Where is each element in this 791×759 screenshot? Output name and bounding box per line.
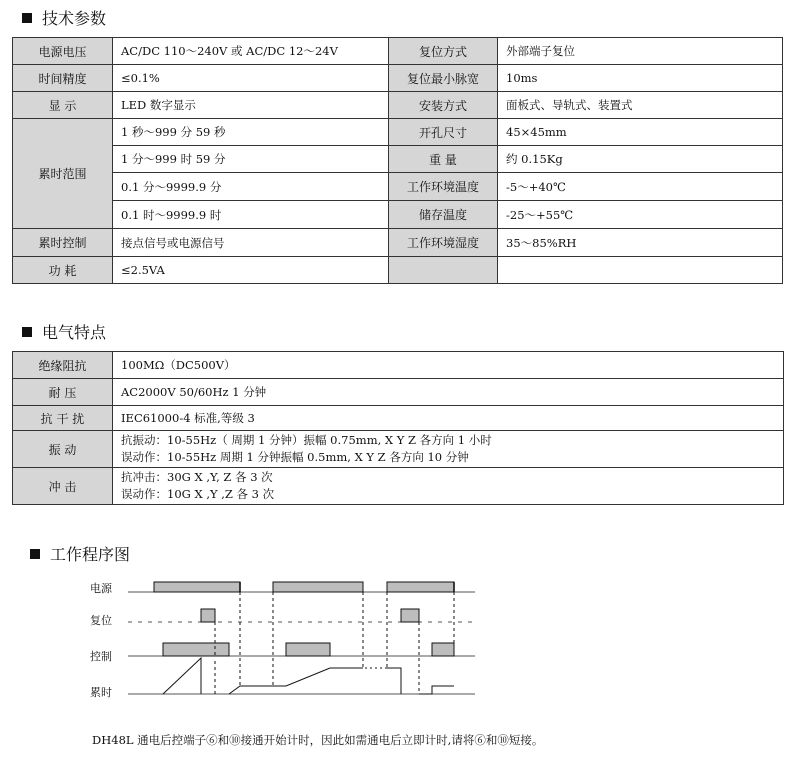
electrical-table: [12, 351, 784, 505]
value-cell: 1 分～999 时 59 分: [113, 146, 389, 173]
label-cell: [389, 257, 498, 284]
accum-hold: [229, 686, 273, 694]
value-cell: 1 秒～999 分 59 秒: [113, 119, 389, 146]
table-row: [13, 229, 783, 257]
table-row: [13, 257, 783, 284]
value-line: 抗振动：10-55Hz（ 周期 1 分钟）振幅 0.75mm, X Y Z 各方向 1 小时: [121, 433, 492, 447]
value-cell: AC2000V 50/60Hz 1 分钟: [113, 379, 784, 406]
control-pulse: [286, 643, 330, 656]
label-cell: 显 示: [13, 92, 113, 119]
value-cell: AC/DC 110～240V 或 AC/DC 12～24V: [113, 38, 389, 65]
value-cell: [113, 431, 784, 468]
value-line: 抗冲击：30G X ,Y, Z 各 3 次: [121, 470, 273, 484]
signal-label-accum: 累时: [90, 686, 112, 699]
value-line: 误动作：10G X ,Y ,Z 各 3 次: [121, 487, 275, 501]
section-title-electrical: 电气特点: [22, 320, 106, 343]
accum-ramp: [163, 658, 201, 694]
value-cell: [498, 257, 783, 284]
table-row: [13, 406, 784, 431]
square-bullet-icon: [22, 327, 32, 337]
power-pulse: [273, 582, 363, 592]
footnote: DH48L 通电后控端子⑥和⑩接通开始计时，因此如需通电后立即计时,请将⑥和⑩短接。: [92, 733, 544, 747]
table-row: [13, 201, 783, 229]
timing-diagram: [90, 570, 490, 710]
label-cell: 工作环境湿度: [389, 229, 498, 257]
table-row: [13, 431, 784, 468]
value-cell: [113, 468, 784, 505]
label-cell: 冲 击: [13, 468, 113, 505]
table-row: [13, 92, 783, 119]
accum-ramp: [419, 686, 454, 694]
value-cell: IEC61000-4 标准,等级 3: [113, 406, 784, 431]
label-cell: 耐 压: [13, 379, 113, 406]
value-cell: 约 0.15Kg: [498, 146, 783, 173]
signal-label-control: 控制: [90, 650, 112, 663]
label-cell: 复位方式: [389, 38, 498, 65]
accum-ramp: [273, 668, 363, 686]
label-cell: 复位最小脉宽: [389, 65, 498, 92]
square-bullet-icon: [22, 13, 32, 23]
control-pulse: [432, 643, 454, 656]
value-cell: ≤0.1%: [113, 65, 389, 92]
table-row: [13, 173, 783, 201]
power-pulse: [387, 582, 454, 592]
value-cell: 35～85%RH: [498, 229, 783, 257]
square-bullet-icon: [30, 549, 40, 559]
value-cell: -25～+55℃: [498, 201, 783, 229]
value-cell: LED 数字显示: [113, 92, 389, 119]
value-cell: 100MΩ（DC500V）: [113, 352, 784, 379]
value-cell: 0.1 分～9999.9 分: [113, 173, 389, 201]
signal-label-power: 电源: [90, 582, 112, 595]
label-cell: 开孔尺寸: [389, 119, 498, 146]
value-cell: ≤2.5VA: [113, 257, 389, 284]
value-cell: -5～+40℃: [498, 173, 783, 201]
section-title-tech-params: 技术参数: [22, 6, 106, 29]
label-cell: 工作环境温度: [389, 173, 498, 201]
label-cell: 累时范围: [13, 119, 113, 229]
table-row: [13, 119, 783, 146]
value-line: 误动作：10-55Hz 周期 1 分钟振幅 0.5mm, X Y Z 各方向 10 分钟: [121, 450, 469, 464]
label-cell: 累时控制: [13, 229, 113, 257]
label-cell: 时间精度: [13, 65, 113, 92]
value-cell: 外部端子复位: [498, 38, 783, 65]
value-cell: 0.1 时～9999.9 时: [113, 201, 389, 229]
table-row: [13, 352, 784, 379]
table-row: [13, 468, 784, 505]
table-row: [13, 38, 783, 65]
table-row: [13, 65, 783, 92]
label-cell: 绝缘阻抗: [13, 352, 113, 379]
reset-pulse: [201, 609, 215, 622]
control-pulse: [163, 643, 229, 656]
signal-label-reset: 复位: [90, 614, 112, 627]
power-pulse: [154, 582, 240, 592]
label-cell: 储存温度: [389, 201, 498, 229]
label-cell: 重 量: [389, 146, 498, 173]
label-cell: 振 动: [13, 431, 113, 468]
value-cell: 45×45mm: [498, 119, 783, 146]
table-row: [13, 379, 784, 406]
label-cell: 安装方式: [389, 92, 498, 119]
section-title-timing: 工作程序图: [30, 542, 130, 565]
reset-pulse: [401, 609, 419, 622]
table-row: [13, 146, 783, 173]
tech-params-table: [12, 37, 783, 284]
value-cell: 接点信号或电源信号: [113, 229, 389, 257]
accum-ramp: [387, 668, 401, 694]
label-cell: 抗 干 扰: [13, 406, 113, 431]
value-cell: 10ms: [498, 65, 783, 92]
label-cell: 电源电压: [13, 38, 113, 65]
label-cell: 功 耗: [13, 257, 113, 284]
value-cell: 面板式、导轨式、装置式: [498, 92, 783, 119]
